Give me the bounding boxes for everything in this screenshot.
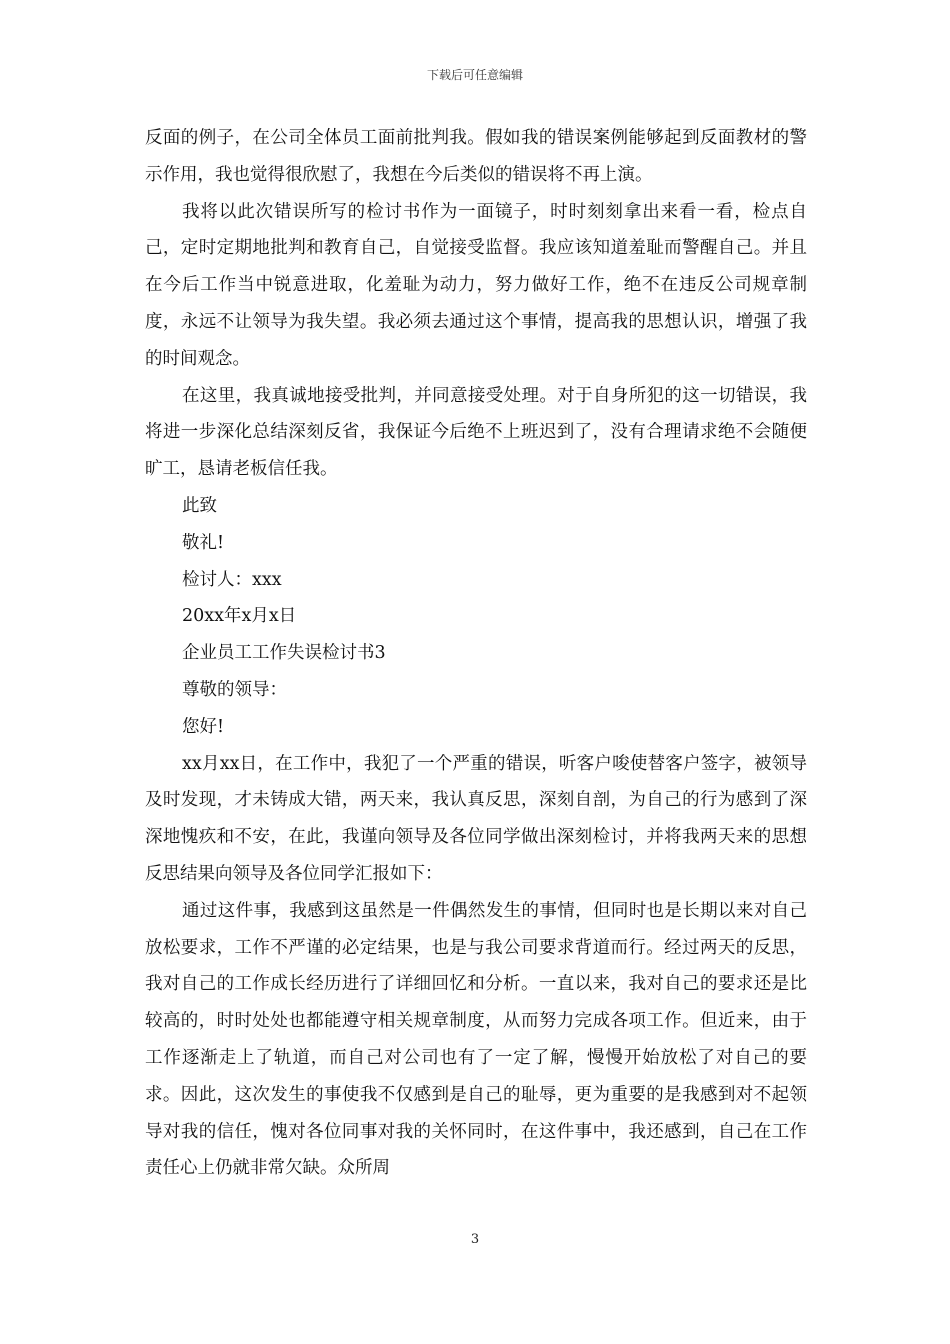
- paragraph: 我将以此次错误所写的检讨书作为一面镜子，时时刻刻拿出来看一看，检点自己，定时定期地批判和教育自己，自觉接受监督。我应该知道羞耻而警醒自己。并且在今后工作当中锐意进取，化羞耻为动力，努力做好工作，绝不在违反公司规章制度，永远不让领导为我失望。我必须去通过这个事情，提高我的思想认识，增强了我的时间观念。: [145, 201, 807, 369]
- page-number: 3: [470, 1232, 480, 1247]
- paragraph-continuation: 反面的例子，在公司全体员工面前批判我。假如我的错误案例能够起到反面教材的警示作用，我也觉得很欣慰了，我想在今后类似的错误将不再上演。: [145, 128, 807, 185]
- greeting-hello: 您好!: [182, 716, 225, 737]
- date-line: 20xx年x月x日: [182, 606, 297, 627]
- paragraph: 通过这件事，我感到这虽然是一件偶然发生的事情，但同时也是长期以来对自己放松要求，工作不严谨的必定结果，也是与我公司要求背道而行。经过两天的反思，我对自己的工作成长经历进行了详细回忆和分析。一直以来，我对自己的要求还是比较高的，时时处处也都能遵守相关规章制度，从而努力完成各项工作。但近来，由于工作逐渐走上了轨道，而自己对公司也有了一定了解，慢慢开始放松了对自己的要求。因此，这次发生的事使我不仅感到是自己的耻辱，更为重要的是我感到对不起领导对我的信任，愧对各位同事对我的关怀同时，在这件事中，我还感到，自己在工作责任心上仍就非常欠缺。众所周: [145, 900, 807, 1179]
- page-header: 下载后可任意编辑: [426, 68, 523, 82]
- document-body: [145, 120, 807, 1187]
- closing-regards: 敬礼!: [182, 532, 225, 553]
- paragraph: xx月xx日，在工作中，我犯了一个严重的错误，听客户唆使替客户签字，被领导及时发现，才未铸成大错，两天来，我认真反思，深刻自剖，为自己的行为感到了深深地愧疚和不安，在此，我谨向领导及各位同学做出深刻检讨，并将我两天来的思想反思结果向领导及各位同学汇报如下：: [145, 753, 807, 884]
- paragraph: 在这里，我真诚地接受批判，并同意接受处理。对于自身所犯的这一切错误，我将进一步深化总结深刻反省，我保证今后绝不上班迟到了，没有合理请求绝不会随便旷工，恳请老板信任我。: [145, 385, 807, 480]
- closing-salutation: 此致: [182, 495, 217, 516]
- signature-line: 检讨人：xxx: [182, 569, 282, 590]
- section-title: 企业员工工作失误检讨书3: [182, 643, 386, 664]
- greeting-line: 尊敬的领导：: [182, 679, 287, 700]
